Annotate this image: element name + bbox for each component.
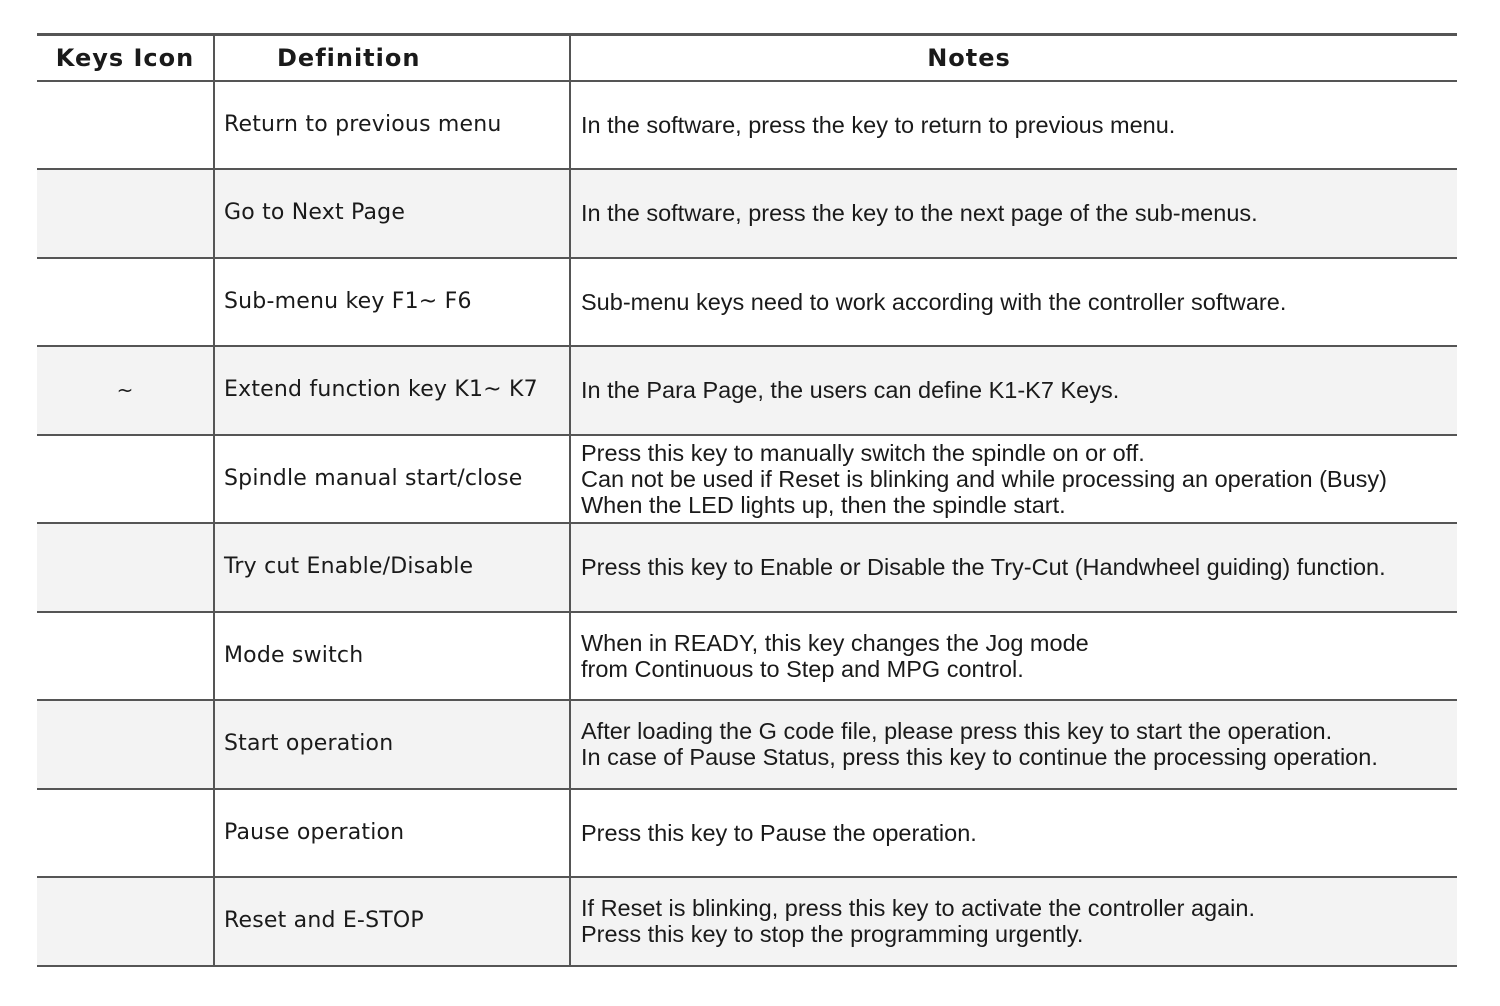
key-icon-cell (37, 258, 214, 347)
notes-cell (570, 700, 1457, 789)
note-line: Press this key to manually switch the spindle on or off. (581, 439, 1145, 466)
notes-cell (570, 435, 1457, 524)
table-row (37, 877, 1457, 966)
note-line: Can not be used if Reset is blinking and while processing an operation (Busy) (581, 465, 1387, 492)
key-icon-cell (37, 169, 214, 258)
key-icon-cell (37, 81, 214, 170)
key-icon-cell (37, 877, 214, 966)
header-definition: Definition (214, 35, 570, 81)
note-line: In the software, press the key to return to previous menu. (581, 111, 1176, 138)
table-row (37, 258, 1457, 347)
table-row (37, 346, 1457, 435)
key-icon-cell (37, 789, 214, 878)
note-line: Press this key to Enable or Disable the Try-Cut (Handwheel guiding) function. (581, 554, 1386, 581)
header-keys-icon: Keys Icon (37, 35, 214, 81)
notes-cell (570, 346, 1457, 435)
definition-cell: Mode switch (214, 612, 570, 701)
table-row (37, 523, 1457, 612)
definition-cell: Spindle manual start/close (214, 435, 570, 524)
notes-cell (570, 258, 1457, 347)
note-line: Press this key to stop the programming urgently. (581, 921, 1084, 948)
definition-cell: Extend function key K1~ K7 (214, 346, 570, 435)
definition-cell: Reset and E-STOP (214, 877, 570, 966)
notes-cell (570, 523, 1457, 612)
note-line: from Continuous to Step and MPG control. (581, 655, 1024, 682)
table-row (37, 81, 1457, 170)
key-icon-cell: ~ (37, 346, 214, 435)
definition-cell: Go to Next Page (214, 169, 570, 258)
table-row (37, 700, 1457, 789)
definition-cell: Sub-menu key F1~ F6 (214, 258, 570, 347)
note-line: When in READY, this key changes the Jog mode (581, 629, 1089, 656)
note-line: In the software, press the key to the next page of the sub-menus. (581, 200, 1258, 227)
note-line: In case of Pause Status, press this key to continue the processing operation. (581, 744, 1378, 771)
table-body (37, 81, 1457, 966)
header-row (37, 35, 1457, 81)
table-row (37, 169, 1457, 258)
note-line: In the Para Page, the users can define K1-K7 Keys. (581, 377, 1120, 404)
table-row (37, 789, 1457, 878)
table-row (37, 435, 1457, 524)
key-icon-cell (37, 700, 214, 789)
header-notes: Notes (570, 35, 1457, 81)
definition-cell: Return to previous menu (214, 81, 570, 170)
note-line: Sub-menu keys need to work according with the controller software. (581, 288, 1287, 315)
notes-cell (570, 612, 1457, 701)
definition-cell: Try cut Enable/Disable (214, 523, 570, 612)
table-header (37, 35, 1457, 81)
key-icon-cell (37, 612, 214, 701)
note-line: If Reset is blinking, press this key to activate the controller again. (581, 895, 1255, 922)
note-line: When the LED lights up, then the spindle start. (581, 491, 1066, 518)
definition-cell: Pause operation (214, 789, 570, 878)
note-line: After loading the G code file, please press this key to start the operation. (581, 718, 1333, 745)
key-icon-cell (37, 523, 214, 612)
notes-cell (570, 169, 1457, 258)
key-icon-cell (37, 435, 214, 524)
notes-cell (570, 81, 1457, 170)
key-definitions-table (37, 33, 1457, 967)
note-line: Press this key to Pause the operation. (581, 819, 977, 846)
notes-cell (570, 877, 1457, 966)
notes-cell (570, 789, 1457, 878)
definition-cell: Start operation (214, 700, 570, 789)
table-row (37, 612, 1457, 701)
